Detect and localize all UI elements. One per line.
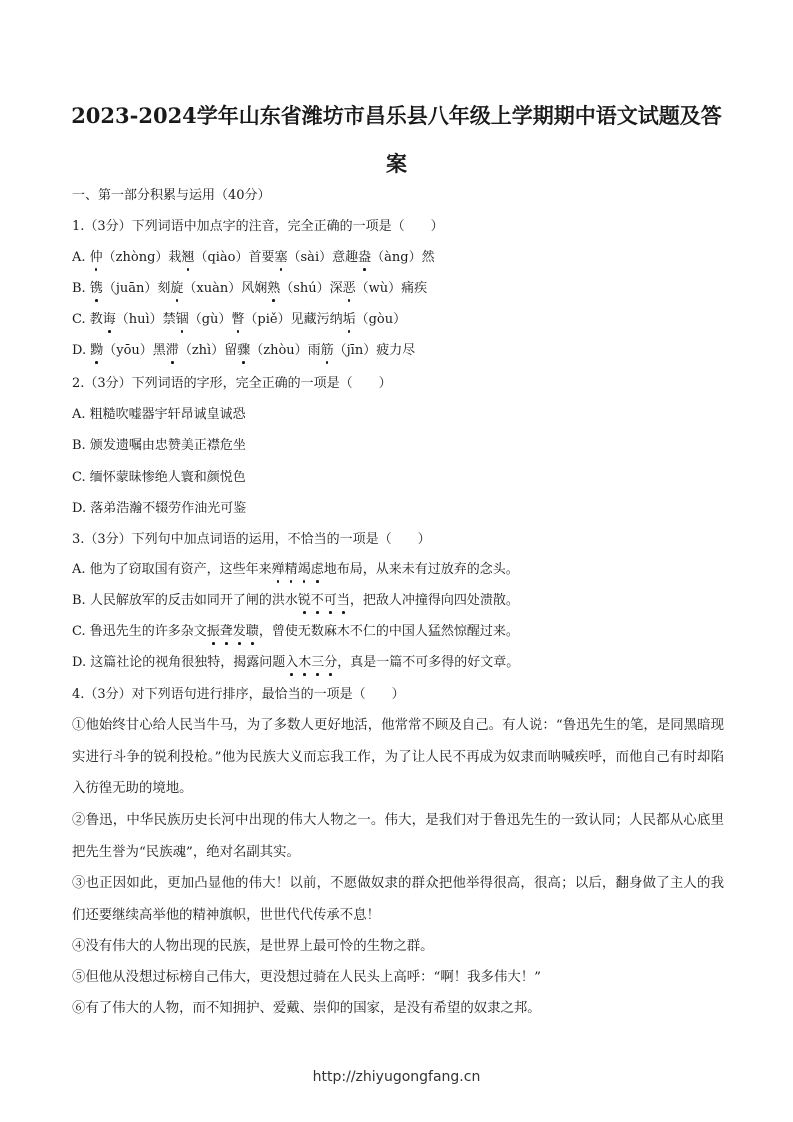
- q4-sentence-2: ②鲁迅，中华民族历史长河中出现的伟大人物之一。伟大，是我们对于鲁迅先生的一致认同；人民都从心底里把先生誉为“民族魂”，绝对名副其实。: [72, 813, 724, 860]
- dotted-char: 精: [284, 562, 298, 577]
- text-run: （jīn）疲力尽: [333, 343, 416, 358]
- dotted-char: 瞥: [231, 312, 245, 327]
- dotted-char: 锐: [297, 593, 311, 608]
- q1-stem: 1.（3分）下列词语中加点字的注音，完全正确的一项是（ ）: [72, 219, 444, 234]
- footer-url: http://zhiyugongfang.cn: [312, 1069, 481, 1085]
- dotted-char: 筋: [320, 343, 334, 358]
- q3-option-a: [72, 560, 519, 580]
- q3-stem: 3.（3分）下列句中加点词语的运用，不恰当的一项是（ ）: [72, 532, 431, 547]
- text-run: ，把敌人冲撞得向四处溃散。: [349, 593, 519, 608]
- text-run: （zhòu）雨: [250, 343, 321, 358]
- q2-option-a: A. 粗糙吹嘘器宇轩昂诚皇诚恐: [72, 407, 246, 422]
- dotted-char: 熟: [267, 281, 281, 296]
- dotted-char: 虑: [310, 562, 324, 577]
- text-run: （xuàn）风娴: [183, 281, 268, 296]
- q1-option-a: [72, 248, 435, 268]
- q2-option-b: B. 颁发遗嘱由忠赞美正襟危坐: [72, 438, 246, 453]
- text-run: （yōu）黑: [103, 343, 166, 358]
- text-run: ，曾使无数麻木不仁的中国人猛然惊醒过来。: [258, 624, 519, 639]
- dotted-char: 滞: [165, 343, 179, 358]
- text-run: （piě）见藏污纳: [244, 312, 343, 327]
- dotted-char: 聩: [245, 624, 259, 639]
- text-run: D. 这篇社论的视角很独特，揭露问题: [72, 655, 286, 670]
- q4-sentence-4: ④没有伟大的人物出现的民族，是世界上最可怜的生物之群。: [72, 939, 434, 954]
- text-run: （shú）深: [280, 281, 343, 296]
- text-run: C. 鲁迅先生的许多杂文: [72, 624, 207, 639]
- title-line-2: 案: [386, 151, 407, 176]
- dotted-char: 发: [232, 624, 246, 639]
- dotted-char: 旋: [170, 281, 184, 296]
- text-run: （zhòng）栽: [102, 250, 182, 265]
- q3-option-d: [72, 653, 519, 673]
- text-run: A. 他为了窃取国有资产，这些年来: [72, 562, 272, 577]
- title-line-1: 2023-2024学年山东省潍坊市昌乐县八年级上学期期中语文试题及答: [71, 103, 722, 128]
- dotted-char: 翘: [181, 250, 195, 265]
- dotted-char: 骤: [237, 343, 251, 358]
- text-run: （huì）禁: [115, 312, 176, 327]
- dotted-char: 分: [324, 655, 338, 670]
- q4-sentence-6: ⑥有了伟大的人物，而不知拥护、爱戴、崇仰的国家，是没有希望的奴隶之邦。: [72, 1001, 541, 1016]
- q2-option-d: D. 落弟浩瀚不辍劳作油光可鉴: [72, 501, 247, 516]
- text-run: （qiào）首要: [194, 250, 275, 265]
- dotted-char: 当: [336, 593, 350, 608]
- text-run: 地布局，从来未有过放弃的念头。: [323, 562, 519, 577]
- dotted-char: 锢: [175, 312, 189, 327]
- text-run: （sài）意趣: [287, 250, 359, 265]
- q3-option-b: [72, 591, 519, 611]
- dotted-char: 木: [298, 655, 312, 670]
- text-run: （zhì）留: [178, 343, 238, 358]
- dotted-char: 恶: [342, 281, 356, 296]
- q1-option-b: [72, 279, 427, 299]
- q4-sentence-5: ⑤但他从没想过标榜自己伟大，更没想过骑在人民头上高呼：“啊！我多伟大！”: [72, 970, 541, 985]
- dotted-char: 聋: [219, 624, 233, 639]
- q2-option-c: C. 缅怀蒙昧惨绝人寰和颜悦色: [72, 470, 246, 485]
- dotted-phrase: [285, 655, 337, 670]
- q4-sentence-3: ③也正因如此，更加凸显他的伟大！以前，不愿做奴隶的群众把他举得很高，很高；以后，翻身做了主人的我们还要继续高举他的精神旗帜，世世代代传承不息！: [72, 876, 724, 923]
- text-run: B.: [72, 281, 90, 296]
- document-title: [70, 92, 723, 188]
- dotted-char: 镌: [89, 281, 103, 296]
- text-run: （wù）痛疾: [355, 281, 428, 296]
- dotted-char: 入: [285, 655, 299, 670]
- dotted-char: 三: [311, 655, 325, 670]
- dotted-phrase: [298, 593, 350, 608]
- dotted-char: 仲: [89, 250, 103, 265]
- dotted-char: 黝: [90, 343, 104, 358]
- dotted-phrase: [272, 562, 324, 577]
- dotted-char: 殚: [271, 562, 285, 577]
- q4-sentence-1: ①他始终甘心给人民当牛马，为了多数人更好地活，他常常不顾及自己。有人说：“鲁迅先生的笔，是同黑暗现实进行斗争的锐利投枪。”他为民族大义而忘我工作，为了让人民不再成为奴隶而呐喊疾呼，而他自己有时却陷入彷徨无助的境地。: [72, 718, 724, 797]
- dotted-char: 盎: [358, 250, 372, 265]
- dotted-char: 诲: [102, 312, 116, 327]
- q2-stem: 2.（3分）下列词语的字形，完全正确的一项是（ ）: [72, 376, 392, 391]
- dotted-phrase: [207, 624, 259, 639]
- dotted-char: 垢: [342, 312, 356, 327]
- q3-option-c: [72, 622, 519, 642]
- dotted-char: 不: [310, 593, 324, 608]
- text-run: （gòu）: [355, 312, 407, 327]
- dotted-char: 竭: [297, 562, 311, 577]
- text-run: （àng）然: [371, 250, 435, 265]
- text-run: A.: [72, 250, 90, 265]
- text-run: D.: [72, 343, 91, 358]
- dotted-char: 可: [323, 593, 337, 608]
- q1-option-d: [72, 341, 415, 361]
- q1-option-c: [72, 310, 406, 330]
- dotted-char: 塞: [274, 250, 288, 265]
- text-run: B. 人民解放军的反击如同开了闸的洪水: [72, 593, 298, 608]
- dotted-char: 振: [206, 624, 220, 639]
- text-run: C. 教: [72, 312, 103, 327]
- text-run: ，真是一篇不可多得的好文章。: [337, 655, 520, 670]
- text-run: （juān）刻: [102, 281, 171, 296]
- text-run: （gù）: [188, 312, 232, 327]
- q4-stem: 4.（3分）对下列语句进行排序，最恰当的一项是（ ）: [72, 687, 405, 702]
- section-heading: 一、第一部分积累与运用（40分）: [72, 188, 271, 203]
